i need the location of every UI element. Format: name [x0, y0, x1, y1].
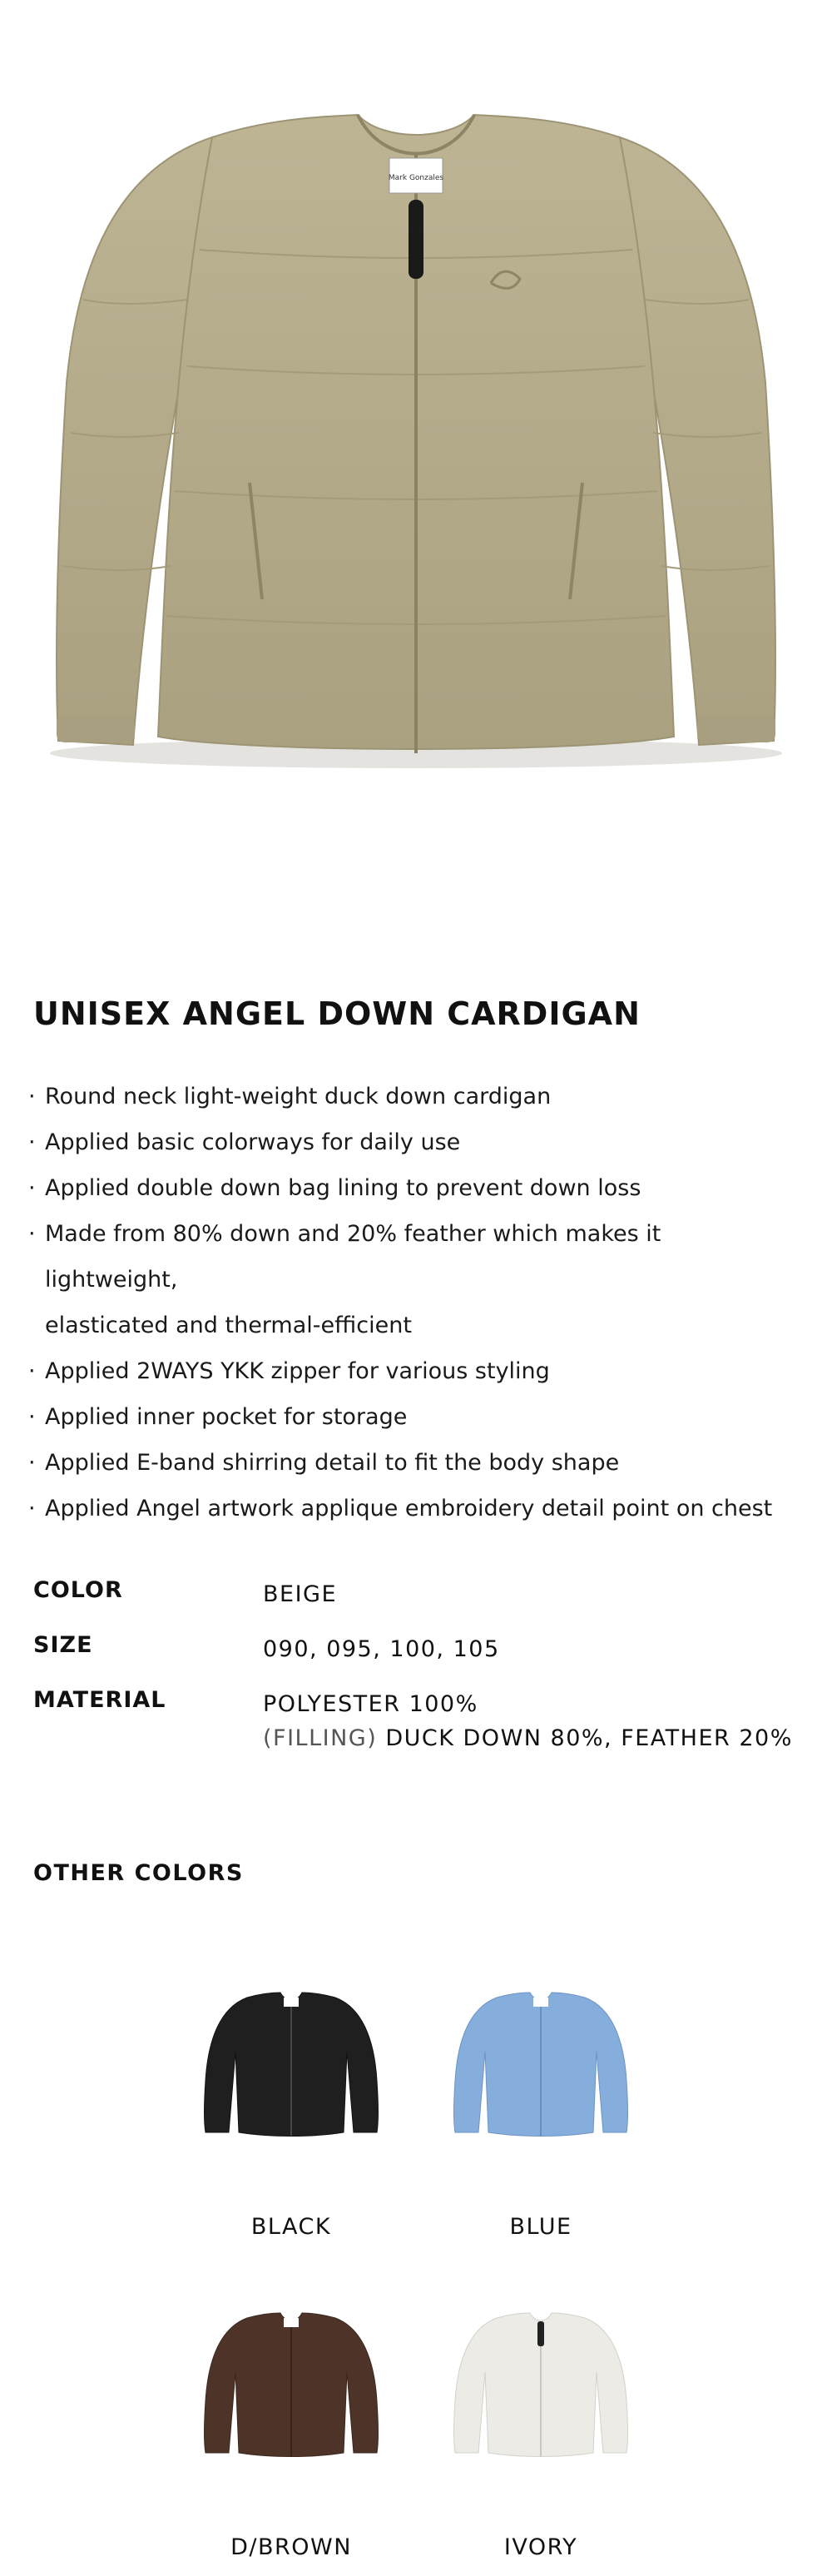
hero-product-image: [0, 0, 832, 916]
feature-item: · Made from 80% down and 20% feather which makes it lightweight,: [28, 1221, 661, 1293]
color-swatch-blue[interactable]: [433, 1973, 649, 2247]
feature-item-continued: elasticated and thermal-efficient: [45, 1313, 412, 1338]
color-value: BEIGE: [263, 1581, 338, 1607]
filling-label: (FILLING): [263, 1725, 378, 1751]
swatch-label: BLUE: [509, 2214, 572, 2240]
color-label: COLOR: [33, 1577, 123, 1603]
spec-row-color: [33, 1577, 799, 1632]
spec-row-material: [33, 1687, 799, 1770]
filling-value: DUCK DOWN 80%, FEATHER 20%: [385, 1725, 793, 1751]
feature-item: · Round neck light-weight duck down cardigan: [28, 1084, 552, 1109]
swatch-label: IVORY: [503, 2534, 578, 2560]
feature-item: · Applied E-band shirring detail to fit the body shape: [28, 1450, 620, 1476]
other-colors-title: OTHER COLORS: [33, 1860, 244, 1886]
material-label: MATERIAL: [33, 1687, 166, 1713]
feature-item: · Applied inner pocket for storage: [28, 1404, 408, 1430]
feature-item: · Applied 2WAYS YKK zipper for various styling: [28, 1358, 550, 1384]
material-line: POLYESTER 100%: [263, 1691, 478, 1717]
beige-jacket-illustration: [0, 0, 832, 916]
material-filling-line: [263, 1721, 793, 1755]
feature-item: · Applied Angel artwork applique embroidery detail point on chest: [28, 1496, 773, 1521]
spec-table: [33, 1577, 799, 1770]
swatch-label: BLACK: [250, 2214, 332, 2240]
feature-item: · Applied basic colorways for daily use: [28, 1129, 461, 1155]
product-title: UNISEX ANGEL DOWN CARDIGAN: [33, 995, 641, 1032]
feature-item: · Applied double down bag lining to prevent down loss: [28, 1175, 641, 1201]
jacket-label-text: Mark Gonzales: [388, 174, 444, 182]
swatch-label: D/BROWN: [230, 2534, 352, 2560]
size-value: 090, 095, 100, 105: [263, 1636, 500, 1662]
ivory-jacket-thumbnail: [445, 2293, 636, 2468]
color-swatch-dbrown[interactable]: [183, 2293, 399, 2568]
blue-jacket-thumbnail: [445, 1973, 636, 2147]
size-label: SIZE: [33, 1632, 93, 1658]
material-value: [263, 1687, 793, 1755]
color-swatch-ivory[interactable]: [433, 2293, 649, 2568]
brown-jacket-thumbnail: [196, 2293, 387, 2468]
feature-list: [28, 1074, 794, 1531]
black-jacket-thumbnail: [196, 1973, 387, 2147]
spec-row-size: [33, 1632, 799, 1687]
color-swatch-black[interactable]: [183, 1973, 399, 2247]
